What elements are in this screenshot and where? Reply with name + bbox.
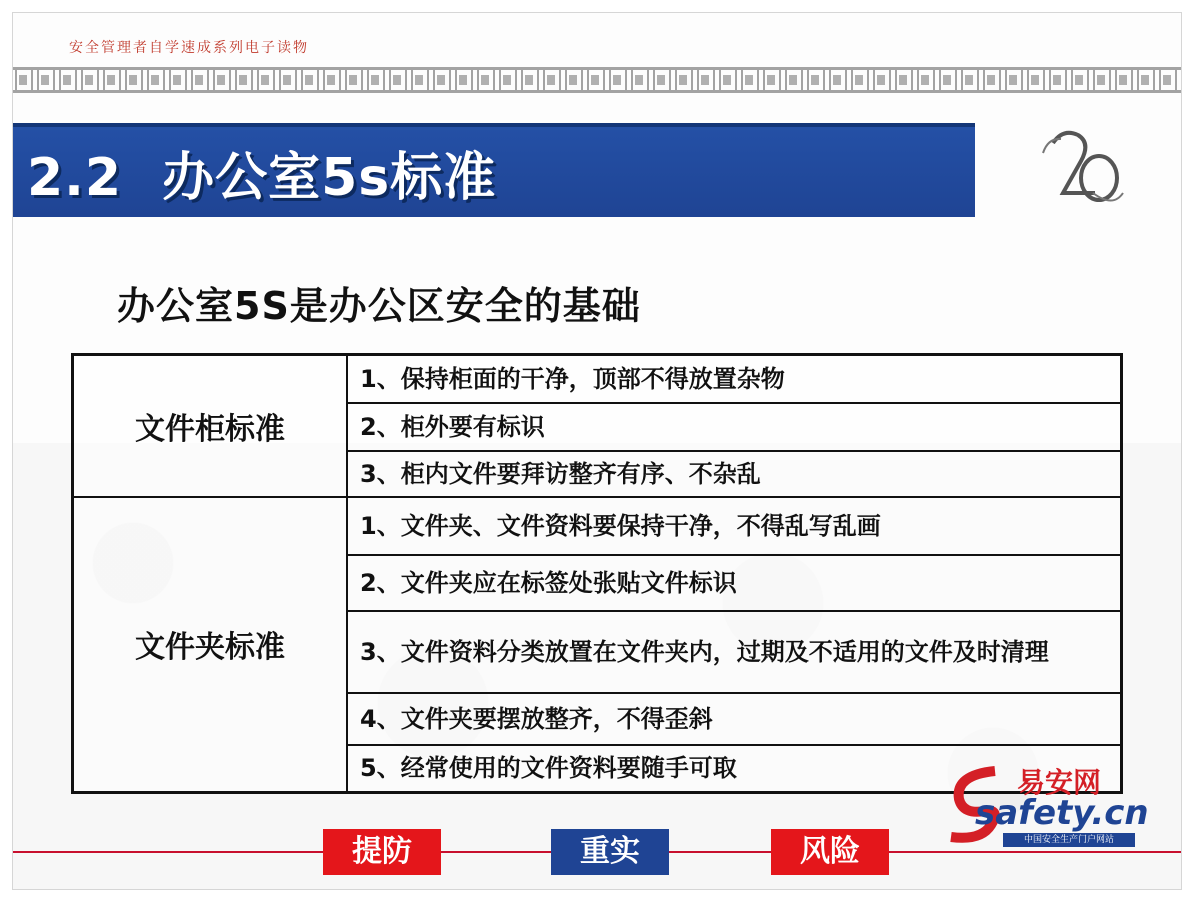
safety-brand-logo (945, 761, 1149, 851)
standards-table (71, 353, 1123, 794)
item-cell: 2、文件夹应在标签处张贴文件标识 (347, 555, 1122, 611)
title-text: 办公室5s标准 (162, 148, 497, 208)
item-cell: 2、柜外要有标识 (347, 403, 1122, 451)
item-cell: 5、经常使用的文件资料要随手可取 (347, 745, 1122, 793)
brand-url: safety.cn (975, 793, 1149, 833)
item-cell: 1、文件夹、文件资料要保持干净，不得乱写乱画 (347, 497, 1122, 555)
tag-emphasize: 重实 (551, 829, 669, 875)
greek-key-inner (13, 75, 1181, 85)
greek-key-border (13, 67, 1181, 93)
category-cell: 文件夹标准 (73, 497, 348, 793)
slide (12, 12, 1182, 890)
brand-name: 易安网 (1017, 766, 1102, 799)
item-cell: 3、文件资料分类放置在文件夹内，过期及不适用的文件及时清理 (347, 611, 1122, 693)
table-row (73, 355, 1122, 403)
series-header: 安全管理者自学速成系列电子读物 (69, 40, 309, 56)
item-cell: 4、文件夹要摆放整齐，不得歪斜 (347, 693, 1122, 745)
item-cell: 1、保持柜面的干净，顶部不得放置杂物 (347, 355, 1122, 403)
twenty-logo-icon (1033, 123, 1133, 218)
subtitle: 办公室5S是办公区安全的基础 (117, 284, 641, 328)
tag-beware: 提防 (323, 829, 441, 875)
table-row (73, 497, 1122, 555)
brand-tagline: 中国安全生产门户网站 (1003, 833, 1135, 847)
tag-risk: 风险 (771, 829, 889, 875)
category-cell: 文件柜标准 (73, 355, 348, 497)
item-cell: 3、柜内文件要拜访整齐有序、不杂乱 (347, 451, 1122, 497)
title-number: 2.2 (27, 148, 123, 208)
title-band (13, 123, 975, 217)
page-title (27, 135, 496, 210)
